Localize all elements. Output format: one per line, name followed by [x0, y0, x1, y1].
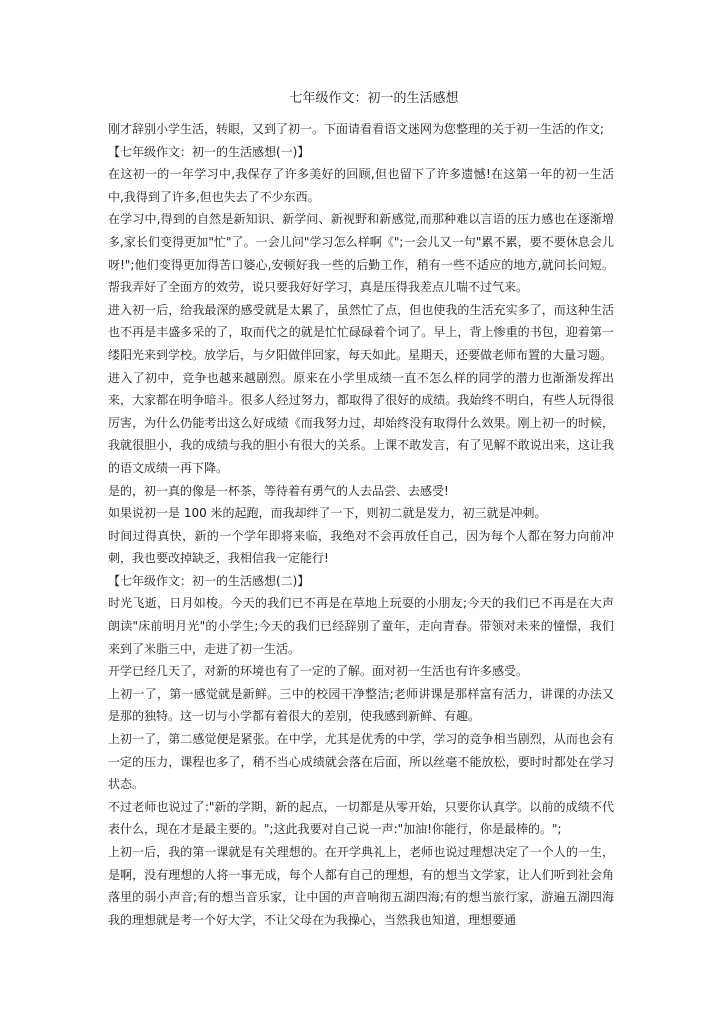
body-paragraph: 进入了初中，竞争也越来越剧烈。原来在小学里成绩一直不怎么样的同学的潜力也渐渐发挥出来，大家都在明争暗斗。很多人经过努力，都取得了很好的成绩。我始终不明白，有些人玩得很厉害，为什么仍能考出这么好成绩《而我努力过，却始终没有取得什么效果。刚上初一的时候，我就很胆小，我的成绩与我的胆小有很大的关系。上课不敢发言，有了见解不敢说出来，这让我的语文成绩一再下降。 [108, 370, 614, 475]
body-paragraph: 上初一了，第二感觉便是紧张。在中学，尤其是优秀的中学，学习的竞争相当剧烈，从而也会有一定的压力，课程也多了，稍不当心成绩就会落在后面，所以丝毫不能放松，要时时都处在学习状态。 [108, 732, 614, 792]
body-paragraph: 上初一后，我的第一课就是有关理想的。在开学典礼上，老师也说过理想决定了一个人的一生，是啊，没有理想的人将一事无成，每个人都有自己的理想，有的想当文学家，让人们听到社会角落里的弱小声音;有的想当音乐家，让中国的声音响彻五湖四海;有的想当旅行家，游遍五湖四海我的理想就是考一个好大学，不让父母在为我操心，当然我也知道，理想要通 [108, 845, 614, 927]
body-paragraph: 进入初一后，给我最深的感受就是太累了，虽然忙了点，但也使我的生活充实多了，而这种生活也不再是丰盛多采的了，取而代之的就是忙忙碌碌着个词了。早上，背上惨重的书包，迎着第一缕阳光来到学校。放学后，与夕阳做伴回家，每天如此。星期天，还要做老师布置的大量习题。 [108, 302, 614, 362]
body-paragraph: 开学已经几天了，对新的环境也有了一定的了解。面对初一生活也有许多感受。 [108, 664, 529, 679]
document-page [108, 88, 614, 931]
section-heading-2: 【七年级作文：初一的生活感想(二)】 [108, 573, 310, 588]
body-paragraph: 如果说初一是 100 米的起跑，而我却绊了一下，则初二就是发力，初三就是冲刺。 [108, 506, 547, 521]
body-paragraph: 时间过得真快，新的一个学年即将来临，我绝对不会再放任自己，因为每个人都在努力向前冲刺，我也要改掉缺乏，我相信我一定能行! [108, 528, 614, 566]
body-paragraph: 在学习中,得到的自然是新知识、新学问、新视野和新感觉,而那种难以言语的压力感也在逐渐增多,家长们变得更加"忙"了。一会儿问"学习怎么样啊《";一会儿又一句"累不累，要不要休息会儿呀!";他们变得更加得苦口婆心,安顿好我一些的后勤工作，稍有一些不适应的地方,就问长问短。帮我弄好了全面方的效劳，说只要我好好学习，真是压得我差点儿喘不过气来。 [108, 212, 614, 295]
body-paragraph: 上初一了，第一感觉就是新鲜。三中的校园干净整洁;老师讲课是那样富有活力，讲课的办法又是那的独特。这一切与小学都有着很大的差别，使我感到新鲜、有趣。 [108, 686, 614, 724]
body-paragraph: 在这初一的一年学习中,我保存了许多美好的回顾,但也留下了许多遗憾!在这第一年的初一生活中,我得到了许多,但也失去了不少东西。 [108, 167, 614, 204]
document-title: 七年级作文：初一的生活感想 [289, 91, 459, 106]
intro-paragraph: 刚才辞别小学生活，转眼，又到了初一。下面请看看语文迷网为您整理的关于初一生活的作文; [108, 122, 605, 136]
body-paragraph: 时光飞逝，日月如梭。今天的我们已不再是在草地上玩耍的小朋友;今天的我们已不再是在大声朗读"床前明月光"的小学生;今天的我们已经辞别了童年，走向青春。带领对未来的憧憬，我们来到了米脂三中，走进了初一生活。 [108, 596, 614, 656]
body-paragraph: 是的，初一真的像是一杯茶，等待着有勇气的人去品尝、去感受! [108, 483, 449, 498]
body-paragraph: 不过老师也说过了:"新的学期，新的起点，一切都是从零开始，只要你认真学。以前的成绩不代表什么，现在才是最主要的。";这此我要对自己说一声:"加油!你能行，你是最棒的。"; [108, 799, 614, 837]
section-heading-1: 【七年级作文：初一的生活感想(一)】 [108, 144, 310, 159]
